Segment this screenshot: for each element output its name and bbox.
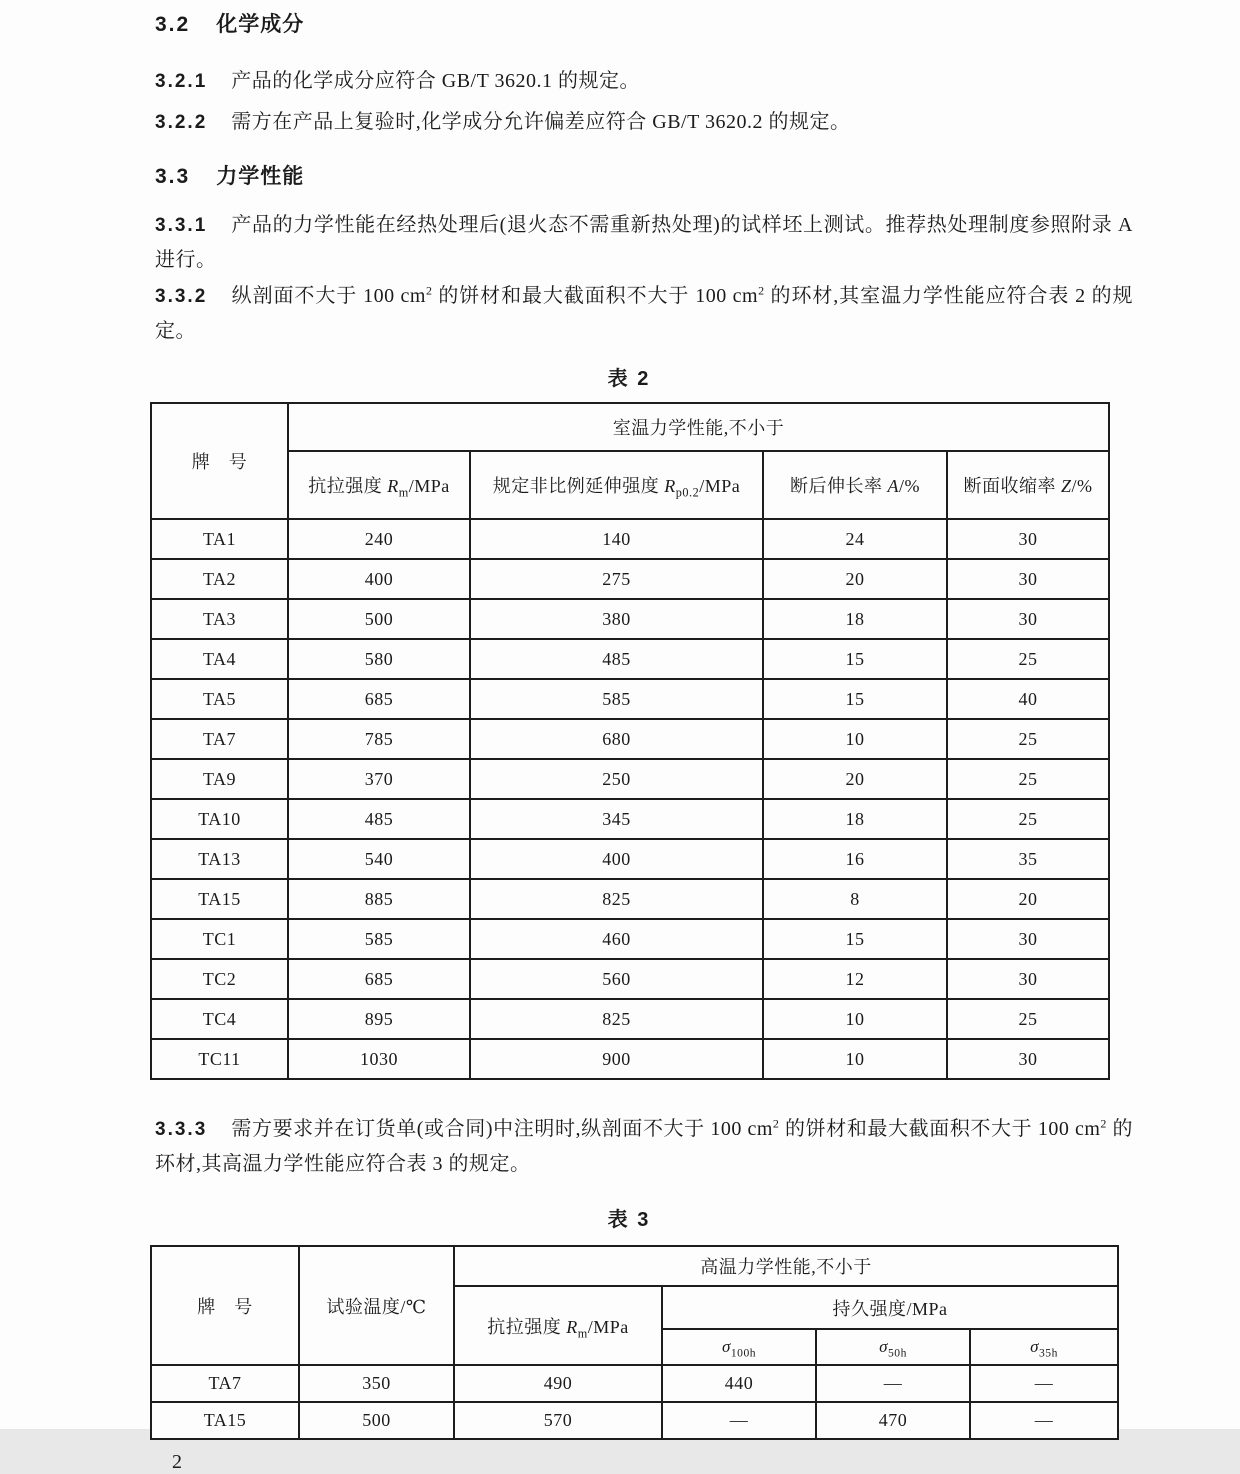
superscript: 2 — [772, 1116, 780, 1131]
table3-header-grade: 牌 号 — [151, 1246, 299, 1365]
table-cell: 30 — [947, 599, 1109, 639]
table-cell: 20 — [947, 879, 1109, 919]
table-row — [151, 639, 1109, 679]
table-cell: 30 — [947, 559, 1109, 599]
clause-text: 的环材,其高温力学性能应符合表 3 的规定。 — [155, 1118, 1133, 1175]
table2-header-proof-strength: 规定非比例延伸强度 $R_{p0.2}$/MPa — [470, 451, 763, 519]
table-cell: 345 — [470, 799, 763, 839]
clause-text: 的饼材和最大截面积不大于 100 cm — [779, 1118, 1101, 1140]
table-row — [151, 879, 1109, 919]
table-cell: TA4 — [151, 639, 288, 679]
table-cell: TA15 — [151, 1402, 299, 1439]
table-cell: 30 — [947, 519, 1109, 559]
table-cell: 30 — [947, 959, 1109, 999]
table-cell: 15 — [763, 639, 947, 679]
table-cell: 15 — [763, 679, 947, 719]
section-heading-3-2 — [155, 10, 1240, 40]
superscript: 2 — [758, 283, 765, 298]
table-row — [151, 839, 1109, 879]
table-cell: TA13 — [151, 839, 288, 879]
table-cell: 20 — [763, 559, 947, 599]
table-row — [151, 559, 1109, 599]
table-cell: 900 — [470, 1039, 763, 1079]
para-3-2-2 — [155, 105, 1133, 140]
table-cell: 895 — [288, 999, 470, 1039]
table-cell: 24 — [763, 519, 947, 559]
table-cell: 18 — [763, 799, 947, 839]
clause-text: 产品的力学性能在经热处理后(退火态不需重新热处理)的试样坯上测试。推荐热处理制度参照附录 A 进行。 — [155, 214, 1133, 271]
table-cell: TA7 — [151, 719, 288, 759]
table2-header-tensile-strength: 抗拉强度 $R_m$/MPa — [288, 451, 470, 519]
table-cell: 35 — [947, 839, 1109, 879]
table-cell: 400 — [288, 559, 470, 599]
table-cell: 12 — [763, 959, 947, 999]
para-3-3-2 — [155, 279, 1133, 348]
table-cell: TC1 — [151, 919, 288, 959]
table-cell: 25 — [947, 759, 1109, 799]
table-cell: 825 — [470, 879, 763, 919]
clause-number: 3.2.2 — [155, 112, 208, 133]
table-cell: — — [662, 1402, 816, 1439]
clause-number: 3.2.1 — [155, 71, 208, 92]
table2-header-grade: 牌 号 — [151, 403, 288, 519]
table-cell: TA2 — [151, 559, 288, 599]
table-cell: 1030 — [288, 1039, 470, 1079]
table-cell: 485 — [288, 799, 470, 839]
para-3-2-1 — [155, 64, 1133, 99]
table3-header-sigma-100h: $\sigma_{100h}$ — [662, 1329, 816, 1365]
table-cell: 570 — [454, 1402, 662, 1439]
table-cell: 16 — [763, 839, 947, 879]
table-cell: TC11 — [151, 1039, 288, 1079]
table2-header-elongation: 断后伸长率 A/% — [763, 451, 947, 519]
table-cell: 400 — [470, 839, 763, 879]
table2-header-span: 室温力学性能,不小于 — [288, 403, 1109, 451]
table-cell: 580 — [288, 639, 470, 679]
table-cell: 20 — [763, 759, 947, 799]
table-cell: 560 — [470, 959, 763, 999]
table-cell: 685 — [288, 679, 470, 719]
table-cell: 250 — [470, 759, 763, 799]
table-cell: 825 — [470, 999, 763, 1039]
clause-number: 3.3.1 — [155, 215, 208, 236]
table-cell: 500 — [288, 599, 470, 639]
table-row — [151, 519, 1109, 559]
table-cell: 25 — [947, 639, 1109, 679]
table-cell: 15 — [763, 919, 947, 959]
table-cell: 585 — [288, 919, 470, 959]
table3-body — [151, 1365, 1118, 1439]
section-title: 力学性能 — [216, 165, 305, 188]
table-cell: 350 — [299, 1365, 454, 1402]
table2-caption: 表 2 — [607, 368, 651, 390]
section-number: 3.3 — [155, 165, 191, 188]
table-row — [151, 719, 1109, 759]
table3-high-temperature-properties — [150, 1245, 1119, 1440]
table3-header-test-temperature: 试验温度/℃ — [299, 1246, 454, 1365]
table-cell: TC4 — [151, 999, 288, 1039]
table2-header-reduction-of-area: 断面收缩率 Z/% — [947, 451, 1109, 519]
table-row — [151, 1365, 1118, 1402]
table-cell: 370 — [288, 759, 470, 799]
table3-header-tensile-strength: 抗拉强度 $R_m$/MPa — [454, 1286, 662, 1365]
table-cell: 10 — [763, 719, 947, 759]
table-cell: TC2 — [151, 959, 288, 999]
table-cell: 275 — [470, 559, 763, 599]
table-cell: 470 — [816, 1402, 970, 1439]
table-row — [151, 599, 1109, 639]
clause-text: 需方要求并在订货单(或合同)中注明时,纵剖面不大于 100 cm — [231, 1118, 773, 1140]
clause-text: 产品的化学成分应符合 GB/T 3620.1 的规定。 — [231, 70, 640, 92]
table-cell: TA5 — [151, 679, 288, 719]
table-cell: 25 — [947, 719, 1109, 759]
table-row — [151, 959, 1109, 999]
table-cell: 25 — [947, 999, 1109, 1039]
table-cell: TA1 — [151, 519, 288, 559]
table3-header-endurance-strength: 持久强度/MPa — [662, 1286, 1118, 1329]
table-row — [151, 999, 1109, 1039]
table-row — [151, 759, 1109, 799]
superscript: 2 — [425, 283, 433, 298]
para-3-3-3 — [155, 1112, 1133, 1181]
table-row — [151, 1039, 1109, 1079]
table-cell: TA15 — [151, 879, 288, 919]
table-cell: 30 — [947, 1039, 1109, 1079]
table-cell: 140 — [470, 519, 763, 559]
table-cell: TA3 — [151, 599, 288, 639]
table3-header-span: 高温力学性能,不小于 — [454, 1246, 1118, 1286]
table-cell: — — [816, 1365, 970, 1402]
table2-room-temperature-properties — [150, 402, 1110, 1080]
clause-number: 3.3.3 — [155, 1119, 208, 1140]
table-cell: 18 — [763, 599, 947, 639]
table-cell: 685 — [288, 959, 470, 999]
table-cell: 440 — [662, 1365, 816, 1402]
table-cell: 680 — [470, 719, 763, 759]
clause-text: 的饼材和最大截面积不大于 100 cm — [432, 285, 759, 307]
table-cell: 380 — [470, 599, 763, 639]
clause-text: 的环材,其室温力学性能应符合表 2 的规定。 — [155, 285, 1134, 342]
clause-number: 3.3.2 — [155, 286, 208, 307]
table-row — [151, 799, 1109, 839]
table3-header-sigma-35h: $\sigma_{35h}$ — [970, 1329, 1118, 1365]
table-cell: 460 — [470, 919, 763, 959]
section-title: 化学成分 — [216, 13, 305, 36]
table-cell: 10 — [763, 1039, 947, 1079]
table-cell: 485 — [470, 639, 763, 679]
table-cell: 30 — [947, 919, 1109, 959]
table-cell: 500 — [299, 1402, 454, 1439]
table3-caption: 表 3 — [607, 1209, 651, 1231]
table-cell: 585 — [470, 679, 763, 719]
table-row — [151, 1402, 1118, 1439]
table3-header-sigma-50h: $\sigma_{50h}$ — [816, 1329, 970, 1365]
table2-body — [151, 519, 1109, 1079]
table-cell: TA10 — [151, 799, 288, 839]
table-cell: 40 — [947, 679, 1109, 719]
table-cell: 885 — [288, 879, 470, 919]
section-heading-3-3 — [155, 162, 1240, 192]
clause-text: 需方在产品上复验时,化学成分允许偏差应符合 GB/T 3620.2 的规定。 — [231, 111, 851, 133]
table-row — [151, 679, 1109, 719]
table-cell: — — [970, 1365, 1118, 1402]
table-cell: 490 — [454, 1365, 662, 1402]
table-cell: — — [970, 1402, 1118, 1439]
para-3-3-1 — [155, 208, 1133, 277]
table-cell: 785 — [288, 719, 470, 759]
table-cell: 10 — [763, 999, 947, 1039]
superscript: 2 — [1100, 1116, 1107, 1131]
table-row — [151, 919, 1109, 959]
table-cell: TA9 — [151, 759, 288, 799]
table-cell: 540 — [288, 839, 470, 879]
table-cell: 25 — [947, 799, 1109, 839]
table-cell: 8 — [763, 879, 947, 919]
page-number: 2 — [172, 1451, 182, 1473]
clause-text: 纵剖面不大于 100 cm — [231, 285, 426, 307]
section-number: 3.2 — [155, 13, 191, 36]
table-cell: 240 — [288, 519, 470, 559]
table-cell: TA7 — [151, 1365, 299, 1402]
